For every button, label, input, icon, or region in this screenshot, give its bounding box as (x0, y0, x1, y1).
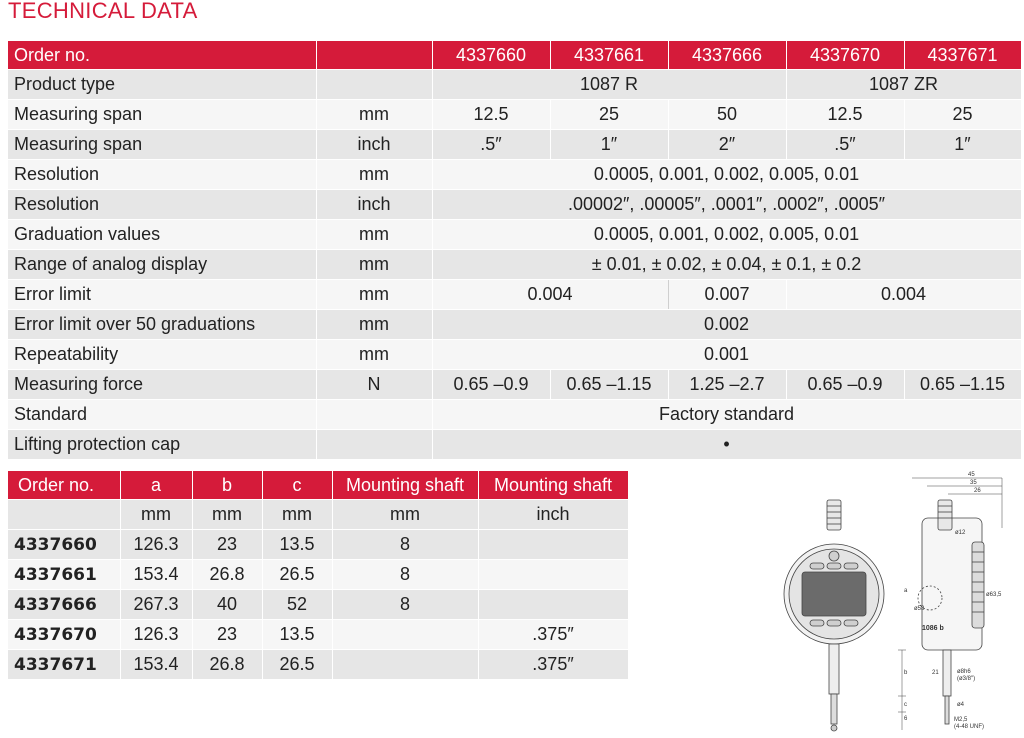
row-unit: mm (316, 100, 432, 130)
value-cell: .5″ (432, 130, 550, 160)
value-cell: 26.8 (192, 650, 262, 680)
dim-6: 6 (904, 716, 908, 722)
value-cell: 8 (332, 560, 478, 590)
value-cell: 26.5 (262, 650, 332, 680)
value-cell: 153.4 (120, 560, 192, 590)
unit-cell: mm (192, 500, 262, 530)
span-mm-row (8, 100, 1021, 130)
unit-cell (8, 500, 120, 530)
row-label: Graduation values (8, 220, 316, 250)
value-cell: 23 (192, 530, 262, 560)
value-cell: 52 (262, 590, 332, 620)
dim-d38: (ø3/8″) (957, 676, 976, 682)
dim-26: 26 (974, 488, 981, 494)
dim-21: 21 (932, 670, 939, 676)
front-shaft-top (827, 500, 841, 530)
value-cell (332, 650, 478, 680)
order-number: 4337661 (550, 41, 668, 70)
value-cell: 0.001 (432, 340, 1021, 370)
value-cell: ± 0.01, ± 0.02, ± 0.04, ± 0.1, ± 0.2 (432, 250, 1021, 280)
value-cell: Factory standard (432, 400, 1021, 430)
header-cell: b (192, 471, 262, 500)
spec-table (8, 41, 1022, 460)
value-cell: 1″ (904, 130, 1021, 160)
dial-indicator-drawing (772, 468, 1020, 736)
row-label: Repeatability (8, 340, 316, 370)
unit-cell: mm (262, 500, 332, 530)
order-cell: 4337670 (8, 620, 120, 650)
row-unit (316, 430, 432, 460)
order-cell: 4337671 (8, 650, 120, 680)
lcd-display (802, 572, 866, 616)
side-view (898, 478, 1002, 730)
value-cell: 1″ (550, 130, 668, 160)
standard-row (8, 400, 1021, 430)
row-unit (316, 70, 432, 100)
dim-unf: (4-48 UNF) (954, 724, 985, 730)
value-cell: 0.004 (786, 280, 1021, 310)
value-cell (478, 560, 628, 590)
value-cell: 50 (668, 100, 786, 130)
value-cell: 26.8 (192, 560, 262, 590)
resolution-inch-row (8, 190, 1021, 220)
protection-cap-row (8, 430, 1021, 460)
dim-35: 35 (970, 480, 977, 486)
value-cell: .375″ (478, 650, 628, 680)
measuring-force-row (8, 370, 1021, 400)
dim-d12: ø12 (955, 530, 966, 536)
value-cell: 8 (332, 530, 478, 560)
resolution-mm-row (8, 160, 1021, 190)
value-cell: 0.65 –1.15 (550, 370, 668, 400)
value-cell: • (432, 430, 1021, 460)
row-label: Resolution (8, 190, 316, 220)
model-label: 1086 b (922, 625, 944, 632)
row-label: Error limit (8, 280, 316, 310)
header-cell: a (120, 471, 192, 500)
row-unit: N (316, 370, 432, 400)
dimension-table (8, 471, 629, 680)
value-cell: 1087 ZR (786, 70, 1021, 100)
value-cell: 1087 R (432, 70, 786, 100)
page-title: TECHNICAL DATA (8, 0, 198, 23)
order-cell: 4337666 (8, 590, 120, 620)
order-number: 4337670 (786, 41, 904, 70)
table-row (8, 530, 628, 560)
table-row (8, 620, 628, 650)
row-unit: inch (316, 190, 432, 220)
row-label: Range of analog display (8, 250, 316, 280)
error-limit-50-row (8, 310, 1021, 340)
row-label: Lifting protection cap (8, 430, 316, 460)
row-unit: mm (316, 310, 432, 340)
dim-45: 45 (968, 472, 975, 478)
value-cell: 126.3 (120, 530, 192, 560)
value-cell: 267.3 (120, 590, 192, 620)
header-cell: Order no. (8, 471, 120, 500)
value-cell (478, 530, 628, 560)
value-cell: 153.4 (120, 650, 192, 680)
value-cell: 0.004 (432, 280, 668, 310)
value-cell (478, 590, 628, 620)
row-label: Measuring span (8, 130, 316, 160)
table-row (8, 650, 628, 680)
value-cell: 26.5 (262, 560, 332, 590)
row-unit: mm (316, 220, 432, 250)
value-cell: 40 (192, 590, 262, 620)
value-cell: 0.007 (668, 280, 786, 310)
dimension-header-row (8, 471, 628, 500)
value-cell: 0.65 –1.15 (904, 370, 1021, 400)
row-label: Measuring force (8, 370, 316, 400)
dim-d4: ø4 (957, 702, 965, 708)
header-cell: Mounting shaft (478, 471, 628, 500)
unit-cell: inch (478, 500, 628, 530)
value-cell: 12.5 (786, 100, 904, 130)
header-cell: Mounting shaft (332, 471, 478, 500)
dim-d63: ø63,5 (986, 592, 1002, 598)
row-unit: mm (316, 340, 432, 370)
row-label: Measuring span (8, 100, 316, 130)
unit-header-cell (316, 41, 432, 70)
value-cell (332, 620, 478, 650)
header-cell: c (262, 471, 332, 500)
analog-range-row (8, 250, 1021, 280)
row-label: Resolution (8, 160, 316, 190)
front-stem (829, 644, 839, 694)
value-cell: 25 (904, 100, 1021, 130)
order-cell: 4337661 (8, 560, 120, 590)
row-unit: mm (316, 250, 432, 280)
row-unit: inch (316, 130, 432, 160)
value-cell: 0.0005, 0.001, 0.002, 0.005, 0.01 (432, 160, 1021, 190)
row-unit: mm (316, 280, 432, 310)
order-number: 4337671 (904, 41, 1021, 70)
value-cell: 0.65 –0.9 (786, 370, 904, 400)
product-type-row (8, 70, 1021, 100)
units-row (8, 500, 628, 530)
row-label: Error limit over 50 graduations (8, 310, 316, 340)
dim-b: b (904, 670, 908, 676)
value-cell: 2″ (668, 130, 786, 160)
dim-d8h6: ø8h6 (957, 669, 971, 675)
value-cell: 1.25 –2.7 (668, 370, 786, 400)
value-cell: 23 (192, 620, 262, 650)
row-unit (316, 400, 432, 430)
error-limit-row (8, 280, 1021, 310)
value-cell: 13.5 (262, 530, 332, 560)
row-unit: mm (316, 160, 432, 190)
value-cell: 25 (550, 100, 668, 130)
order-cell: 4337660 (8, 530, 120, 560)
dim-d58: ø58 (914, 606, 925, 612)
value-cell: .375″ (478, 620, 628, 650)
value-cell: 12.5 (432, 100, 550, 130)
value-cell: 0.65 –0.9 (432, 370, 550, 400)
row-label: Product type (8, 70, 316, 100)
value-cell: .00002″, .00005″, .0001″, .0002″, .0005″ (432, 190, 1021, 220)
front-view (784, 500, 884, 731)
unit-cell: mm (332, 500, 478, 530)
dim-m25: M2,5 (954, 717, 968, 723)
value-cell: 13.5 (262, 620, 332, 650)
order-number: 4337666 (668, 41, 786, 70)
value-cell: 0.0005, 0.001, 0.002, 0.005, 0.01 (432, 220, 1021, 250)
table-row (8, 560, 628, 590)
dim-c: c (904, 702, 907, 708)
spec-header-row (8, 41, 1021, 70)
table-row (8, 590, 628, 620)
value-cell: 126.3 (120, 620, 192, 650)
value-cell: 0.002 (432, 310, 1021, 340)
graduation-row (8, 220, 1021, 250)
order-number: 4337660 (432, 41, 550, 70)
value-cell: 8 (332, 590, 478, 620)
value-cell: .5″ (786, 130, 904, 160)
span-inch-row (8, 130, 1021, 160)
dim-a: a (904, 588, 908, 594)
repeatability-row (8, 340, 1021, 370)
order-no-label: Order no. (8, 41, 316, 70)
unit-cell: mm (120, 500, 192, 530)
row-label: Standard (8, 400, 316, 430)
